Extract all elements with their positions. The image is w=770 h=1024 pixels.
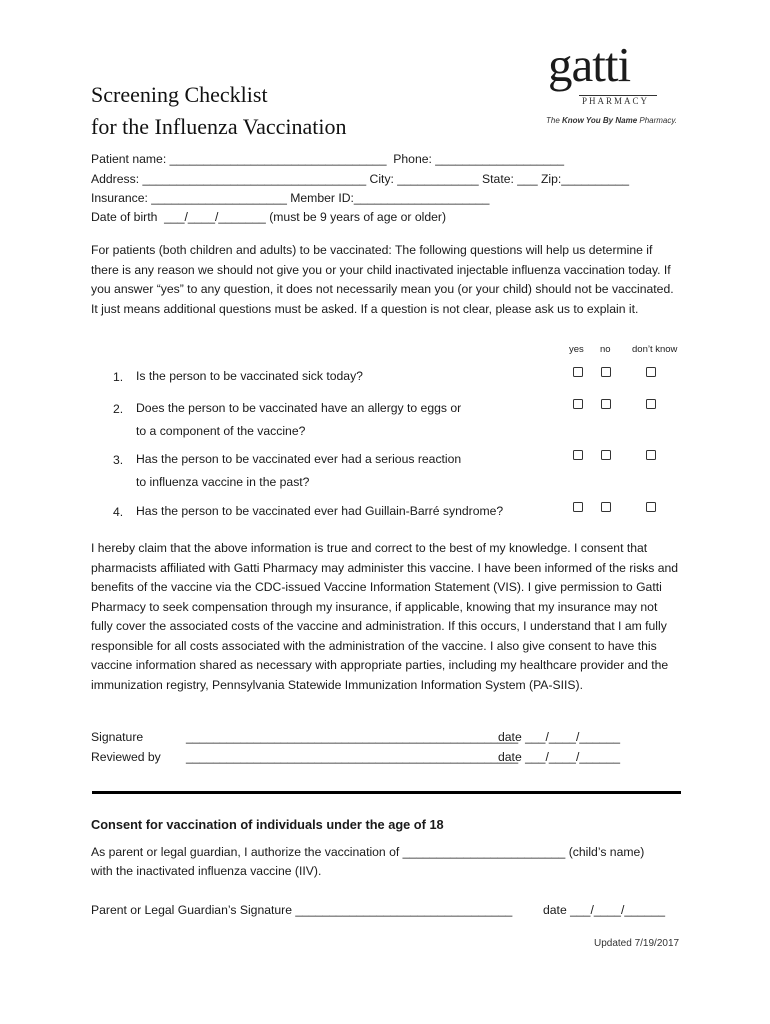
minor-consent-heading: Consent for vaccination of individuals under the age of 18 <box>91 817 444 832</box>
question-3-text-line2: to influenza vaccine in the past? <box>136 475 310 489</box>
question-1-no-checkbox[interactable] <box>601 367 611 377</box>
question-4-yes-checkbox[interactable] <box>573 502 583 512</box>
updated-date: Updated 7/19/2017 <box>594 938 680 949</box>
question-4-dont-know-checkbox[interactable] <box>646 502 656 512</box>
column-yes: yes <box>569 344 584 355</box>
tagline-suffix: Pharmacy. <box>637 116 678 125</box>
question-1-number: 1. <box>113 370 124 384</box>
tagline-prefix: The <box>546 116 563 125</box>
date-of-birth-field[interactable]: Date of birth ___/____/_______ (must be 9 years of age or older) <box>91 210 447 224</box>
question-2-yes-checkbox[interactable] <box>573 399 583 409</box>
question-3-no-checkbox[interactable] <box>601 450 611 460</box>
reviewed-by-label: Reviewed by <box>91 750 161 764</box>
signature-date-field[interactable]: date ___/____/______ <box>498 730 620 744</box>
question-2-text-line1: Does the person to be vaccinated have an allergy to eggs or <box>136 401 462 415</box>
question-4-text: Has the person to be vaccinated ever had Guillain-Barré syndrome? <box>136 504 504 518</box>
intro-paragraph: For patients (both children and adults) to be vaccinated: The following questions will help us determine if there is any reason we should not give you or your child inactivated injectable influenza vaccination today. If you answer “yes” to any question, it does not necessarily mean you (or your child) should not be vaccinated. It just means additional questions must be asked. If a question is not clear, please ask us to explain it. <box>91 243 674 316</box>
logo-subtitle: PHARMACY <box>582 96 650 106</box>
question-3-number: 3. <box>113 453 124 467</box>
tagline-bold: Know You By Name <box>562 116 638 125</box>
consent-paragraph: I hereby claim that the above information is true and correct to the best of my knowledge. I consent that pharmacists affiliated with Gatti Pharmacy may administer this vaccine. I have been informed of the risks and benefits of the vaccine via the CDC-issued Vaccine Information Statement (VIS). I give permission to Gatti Pharmacy to seek compensation through my insurance, if applicable, knowing that my insurance may not fully cover the associated costs of the vaccine and administration. If this occurs, I understand that I am fully responsible for all costs associated with the administration of the vaccine. I also give consent to have this vaccine information shared as necessary with appropriate parties, including my healthcare provider and the immunization registry, Pennsylvania Statewide Immunization Information System (PA-SIIS). <box>91 541 679 692</box>
question-2-text-line2: to a component of the vaccine? <box>136 424 306 438</box>
page-title-line1: Screening Checklist <box>91 82 268 107</box>
question-2-dont-know-checkbox[interactable] <box>646 399 656 409</box>
guardian-authorization-line[interactable]: As parent or legal guardian, I authorize the vaccination of ________________________ (child’s name) <box>91 845 645 859</box>
question-1-yes-checkbox[interactable] <box>573 367 583 377</box>
reviewed-by-date-field[interactable]: date ___/____/______ <box>498 750 620 764</box>
page-title-line2: for the Influenza Vaccination <box>91 114 347 139</box>
question-1-text: Is the person to be vaccinated sick today? <box>136 369 363 383</box>
question-3-yes-checkbox[interactable] <box>573 450 583 460</box>
question-3-dont-know-checkbox[interactable] <box>646 450 656 460</box>
guardian-signature-line[interactable]: Parent or Legal Guardian’s Signature ________________________________ <box>91 903 513 917</box>
question-2-no-checkbox[interactable] <box>601 399 611 409</box>
question-4-number: 4. <box>113 505 124 519</box>
question-2-number: 2. <box>113 402 124 416</box>
address-field[interactable]: Address: _________________________________ City: ____________ State: ___ Zip:__________ <box>91 172 630 186</box>
column-dont-know: don’t know <box>632 344 678 355</box>
column-no: no <box>600 344 611 355</box>
question-1-dont-know-checkbox[interactable] <box>646 367 656 377</box>
section-divider <box>92 791 681 794</box>
reviewed-by-line[interactable]: _________________________________________________ <box>186 750 519 764</box>
signature-line[interactable]: _________________________________________________ <box>186 730 519 744</box>
patient-name-phone-field[interactable]: Patient name: ________________________________ Phone: ___________________ <box>91 152 565 166</box>
guardian-date-field[interactable]: date ___/____/______ <box>543 903 665 917</box>
question-3-text-line1: Has the person to be vaccinated ever had a serious reaction <box>136 452 462 466</box>
guardian-vaccine-line: with the inactivated influenza vaccine (IIV). <box>91 864 322 878</box>
gatti-logo: gatti <box>548 37 631 92</box>
insurance-field[interactable]: Insurance: ____________________ Member ID:____________________ <box>91 191 490 205</box>
signature-label: Signature <box>91 730 144 744</box>
logo-tagline <box>546 116 677 125</box>
question-4-no-checkbox[interactable] <box>601 502 611 512</box>
